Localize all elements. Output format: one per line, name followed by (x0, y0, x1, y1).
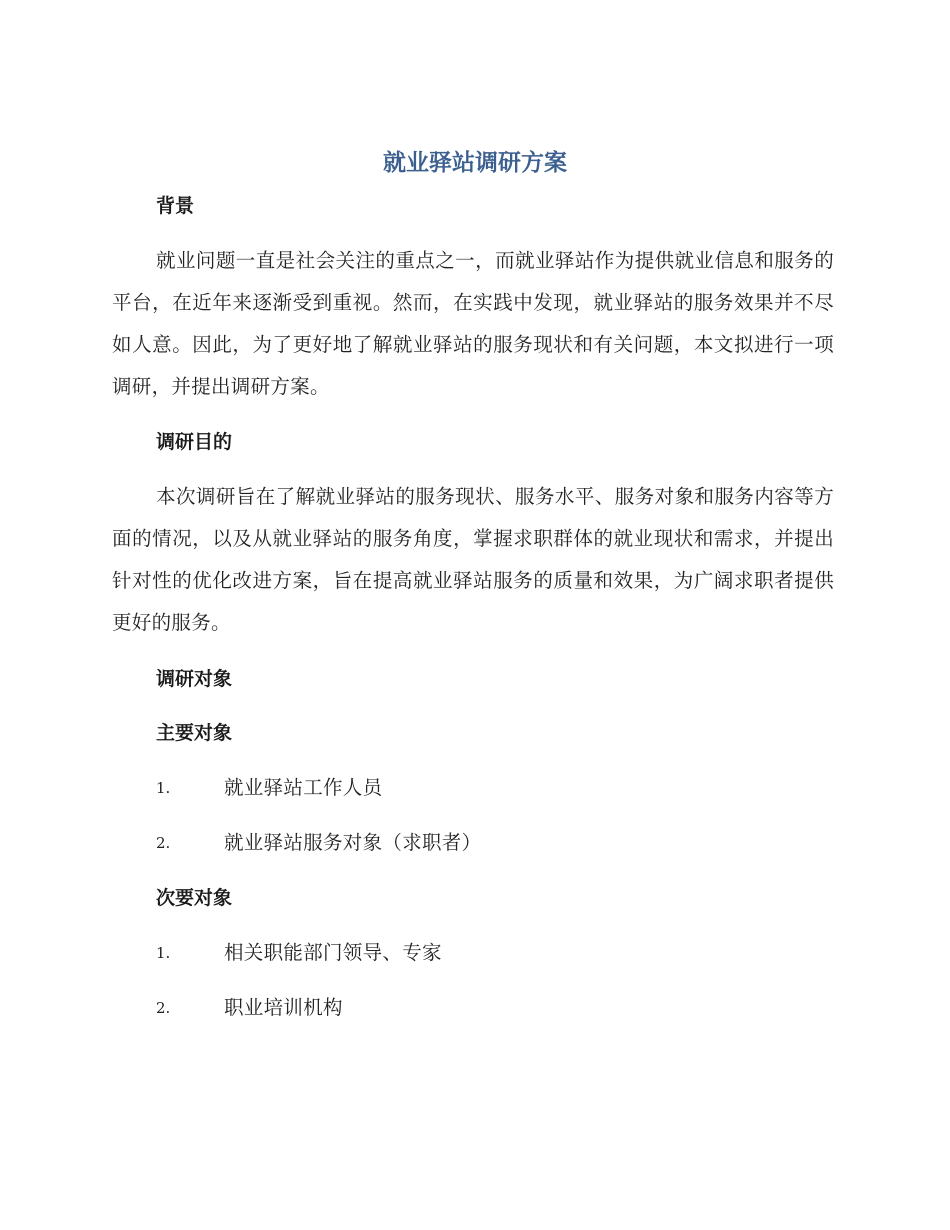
document-title: 就业驿站调研方案 (383, 150, 567, 176)
list-item (156, 938, 756, 968)
list-item-number: 1. (156, 944, 171, 962)
list-item (156, 993, 756, 1023)
section-heading-background: 背景 (156, 195, 195, 217)
section-heading-purpose: 调研目的 (156, 431, 233, 453)
list-item-text: 就业驿站工作人员 (224, 776, 383, 799)
subheading-secondary-subjects: 次要对象 (156, 887, 233, 909)
section-heading-subjects: 调研对象 (156, 668, 233, 690)
list-item (156, 828, 756, 858)
list-item-text: 相关职能部门领导、专家 (224, 941, 442, 964)
paragraph-background: 就业问题一直是社会关注的重点之一，而就业驿站作为提供就业信息和服务的平台，在近年来逐渐受到重视。然而，在实践中发现，就业驿站的服务效果并不尽如人意。因此，为了更好地了解就业驿站的服务现状和有关问题，本文拟进行一项调研，并提出调研方案。 (112, 249, 834, 398)
list-item (156, 773, 756, 803)
subheading-primary-subjects: 主要对象 (156, 722, 233, 744)
list-item-number: 1. (156, 779, 171, 797)
list-item-number: 2. (156, 834, 171, 852)
paragraph-purpose: 本次调研旨在了解就业驿站的服务现状、服务水平、服务对象和服务内容等方面的情况，以及从就业驿站的服务角度，掌握求职群体的就业现状和需求，并提出针对性的优化改进方案，旨在提高就业驿站服务的质量和效果，为广阔求职者提供更好的服务。 (112, 485, 834, 634)
list-item-text: 职业培训机构 (224, 996, 343, 1019)
list-item-text: 就业驿站服务对象（求职者） (224, 831, 482, 854)
list-item-number: 2. (156, 999, 171, 1017)
